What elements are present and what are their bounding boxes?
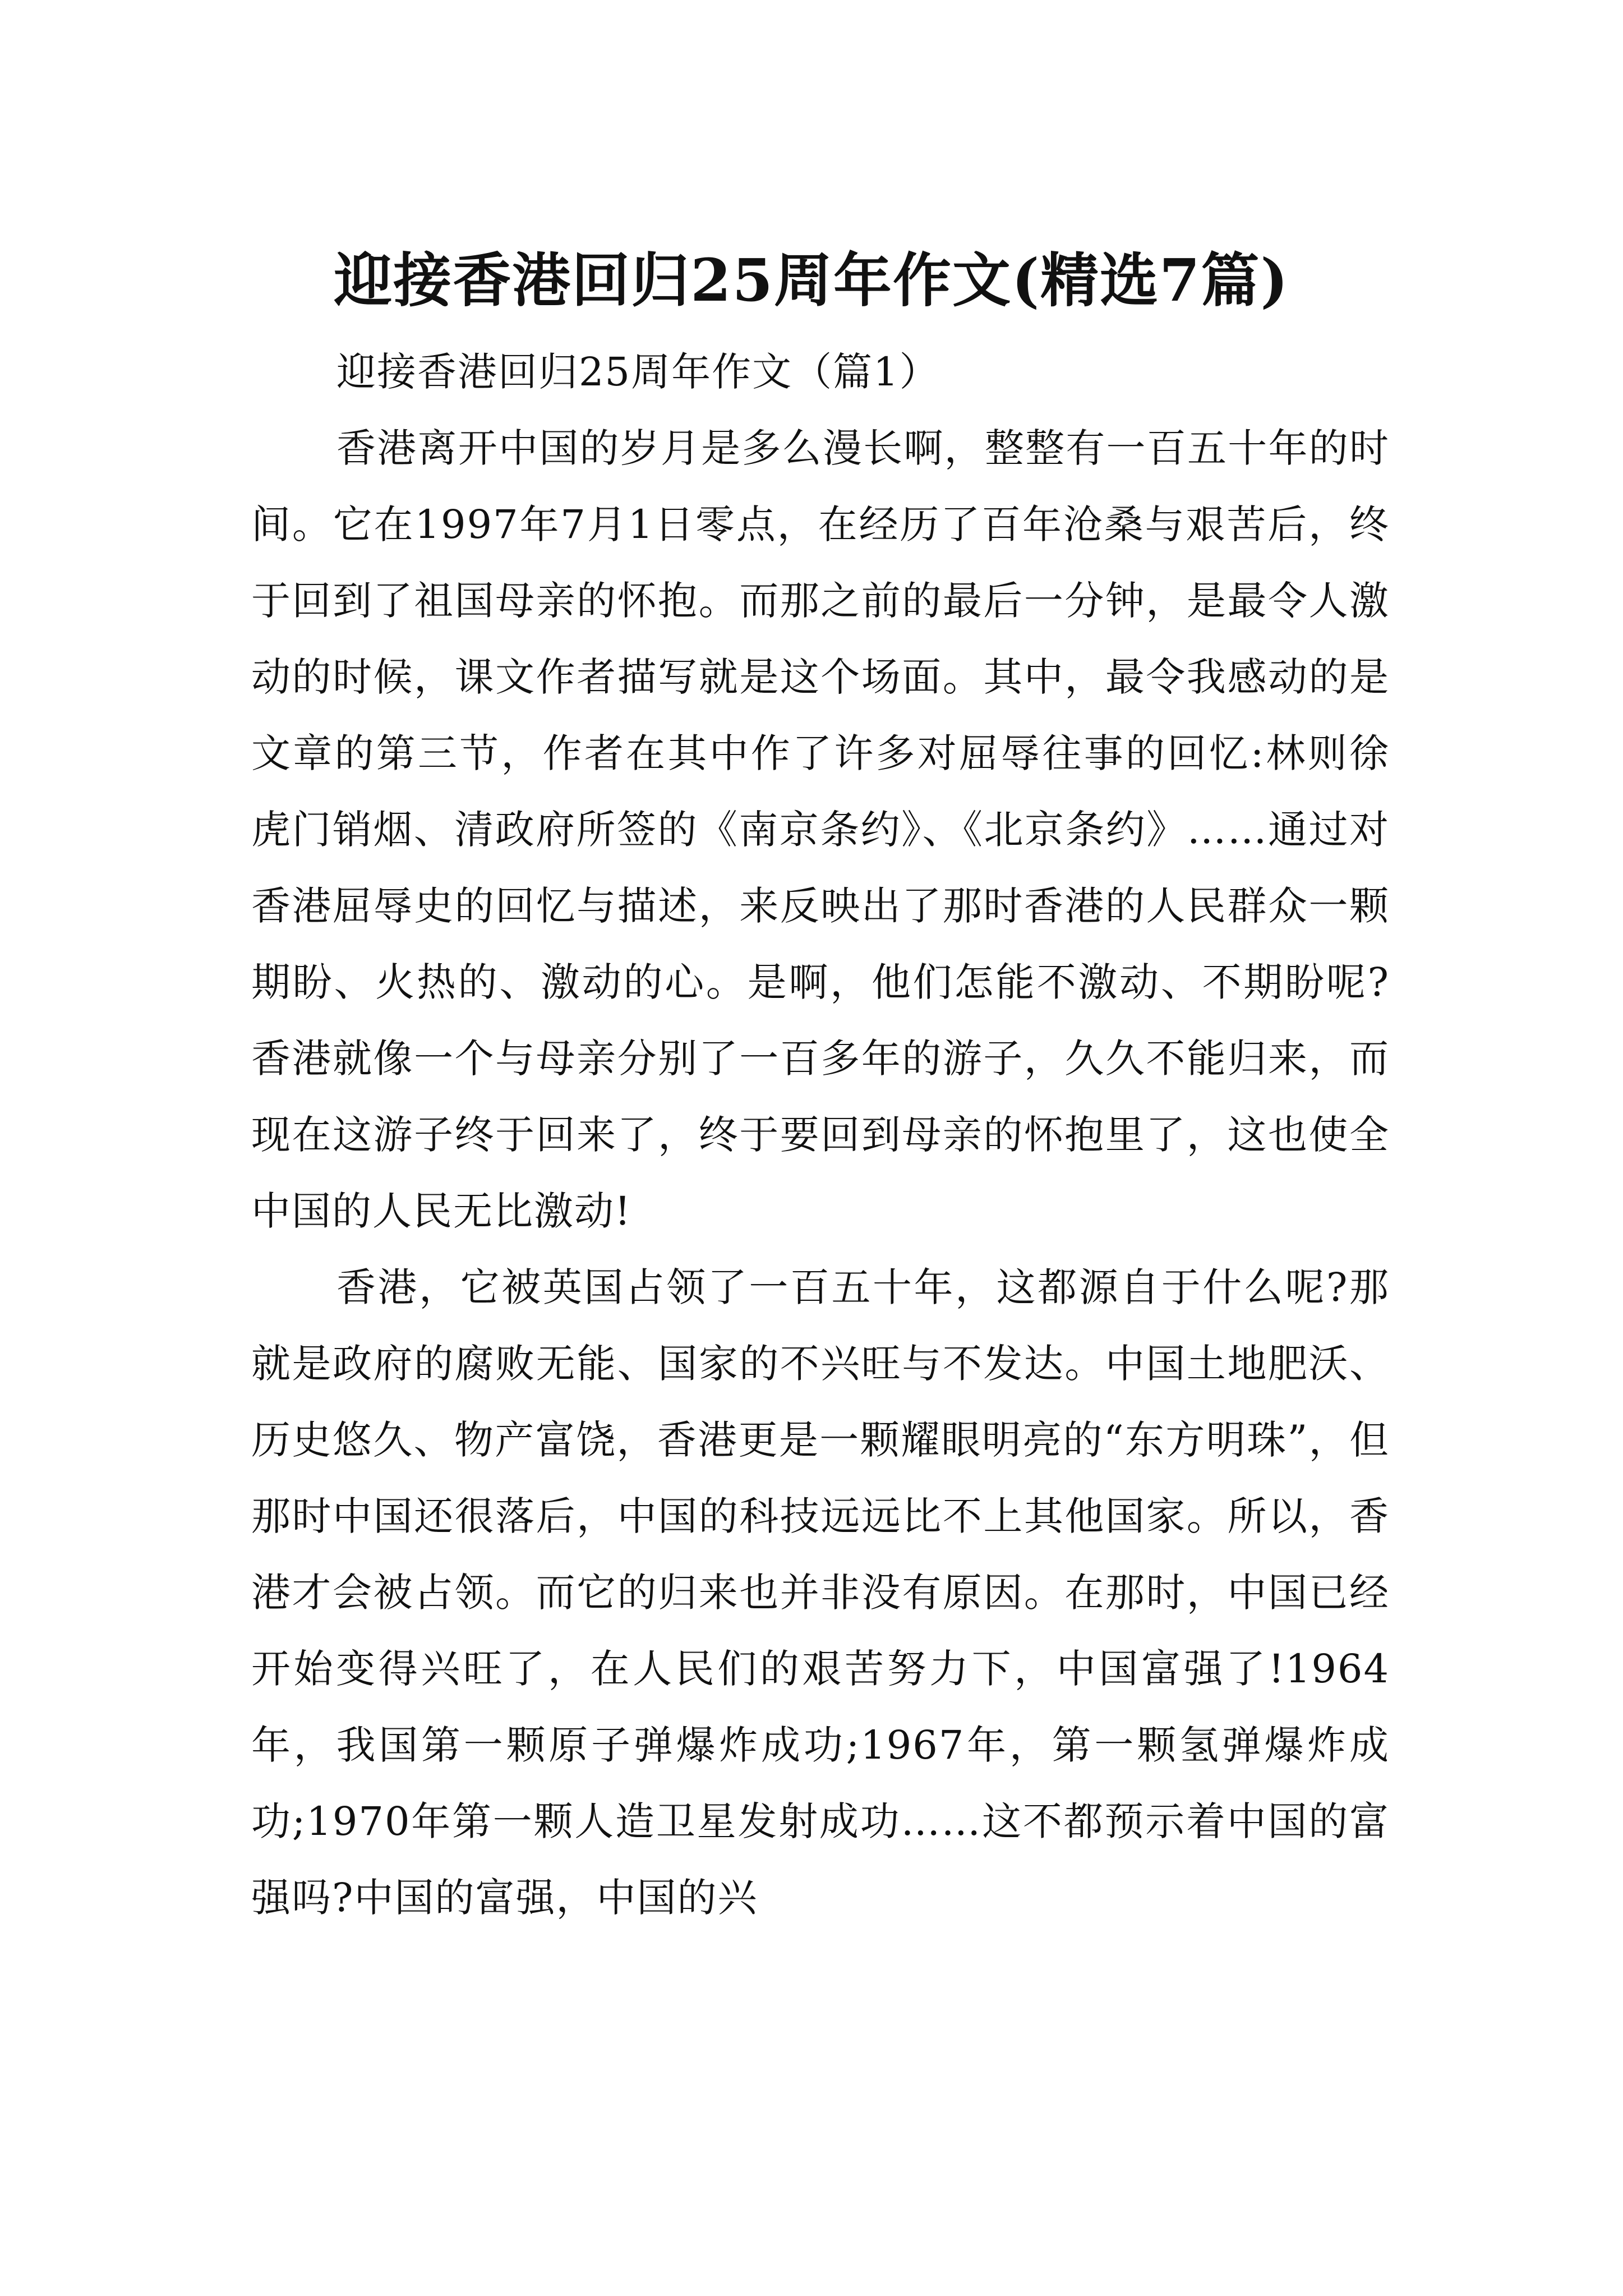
paragraph-1: 香港离开中国的岁月是多么漫长啊，整整有一百五十年的时间。它在1997年7月1日零点，在经历了百年沧桑与艰苦后，终于回到了祖国母亲的怀抱。而那之前的最后一分钟，是最令人激动的时候，课文作者描写就是这个场面。其中，最令我感动的是文章的第三节，作者在其中作了许多对屈辱往事的回忆:林则徐虎门销烟、清政府所签的《南京条约》、《北京条约》……通过对香港屈辱史的回忆与描述，来反映出了那时香港的人民群众一颗期盼、火热的、激动的心。是啊，他们怎能不激动、不期盼呢?香港就像一个与母亲分别了一百多年的游子，久久不能归来，而现在这游子终于回来了，终于要回到母亲的怀抱里了，这也使全中国的人民无比激动! <box>251 425 1390 1234</box>
paragraph-2: 香港，它被英国占领了一百五十年，这都源自于什么呢?那就是政府的腐败无能、国家的不兴旺与不发达。中国土地肥沃、历史悠久、物产富饶，香港更是一颗耀眼明亮的“东方明珠”，但那时中国还很落后，中国的科技远远比不上其他国家。所以，香港才会被占领。而它的归来也并非没有原因。在那时，中国已经开始变得兴旺了，在人民们的艰苦努力下，中国富强了!1964年，我国第一颗原子弹爆炸成功;1967年，第一颗氢弹爆炸成功;1970年第一颗人造卫星发射成功……这不都预示着中国的富强吗?中国的富强，中国的兴 <box>251 1264 1390 1921</box>
section-heading: 迎接香港回归25周年作文（篇1） <box>336 349 940 395</box>
document-title: 迎接香港回归25周年作文(精选7篇) <box>334 245 1289 315</box>
document-body <box>251 334 1390 1936</box>
